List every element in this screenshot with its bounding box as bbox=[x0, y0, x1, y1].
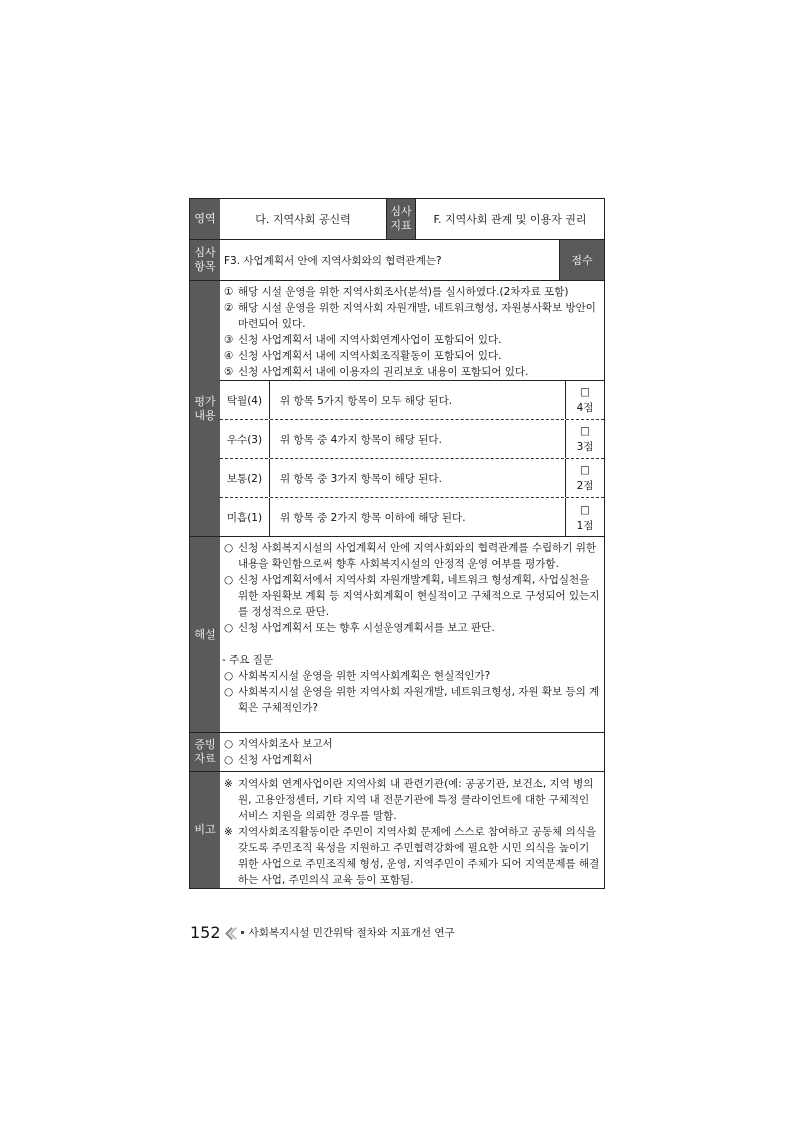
grade-description: 위 항목 5가지 항목이 모두 해당 된다. bbox=[280, 394, 453, 407]
grade-description: 위 항목 중 2가지 항목 이하에 해당 된다. bbox=[280, 512, 466, 524]
explanation-text: 신청 사업계획서에서 지역사회 자원개발계획, 네트워크 형성계획, 사업실천을 위한 자원확보 계획 등 지역사회계획이 현실적이고 구체적으로 구성되어 있는지를 정성적으로 판단. bbox=[238, 574, 600, 618]
grade-label: 보통(2) bbox=[220, 459, 270, 497]
grade-row bbox=[220, 459, 604, 498]
bullet-marker: ○ bbox=[224, 686, 234, 698]
item-label: 심사 항목 bbox=[190, 240, 220, 280]
note-text: 지역사회 연계사업이란 지역사회 내 관련기관(예: 공공기관, 보건소, 지역 병의원, 고용안정센터, 기타 지역 내 전문기관에 특정 클라이언트에 대한 구체적인 서비스 지원을 의뢰한 경우를 말함. bbox=[238, 778, 594, 822]
note-list bbox=[222, 776, 602, 888]
explanation-label: 해설 bbox=[190, 537, 220, 732]
grade-label: 탁월(4) bbox=[220, 381, 270, 419]
criteria-item bbox=[222, 332, 602, 348]
grade-score-cell bbox=[565, 381, 604, 419]
question-item bbox=[222, 668, 602, 684]
item-row bbox=[190, 240, 604, 281]
note-marker: ※ bbox=[224, 826, 233, 838]
explanation-row bbox=[190, 537, 604, 733]
evidence-item bbox=[222, 736, 602, 752]
bullet-marker: ○ bbox=[224, 738, 234, 750]
evaluation-table bbox=[189, 198, 605, 889]
evaluation-label: 평가 내용 bbox=[190, 281, 220, 536]
question-item bbox=[222, 684, 602, 716]
bullet-marker: ○ bbox=[224, 574, 234, 586]
indicator-label: 심사 지표 bbox=[386, 199, 415, 239]
bullet-marker: ○ bbox=[224, 754, 234, 766]
grade-label: 미흡(1) bbox=[220, 498, 270, 537]
double-chevron-left-icon bbox=[225, 927, 237, 939]
grade-score: 1점 bbox=[576, 519, 594, 532]
explanation-item bbox=[222, 540, 602, 572]
indicator-value: F. 지역사회 관계 및 이용자 권리 bbox=[415, 199, 604, 239]
explanation-item bbox=[222, 620, 602, 636]
note-row bbox=[190, 772, 604, 888]
explanation-item bbox=[222, 572, 602, 620]
evaluation-row bbox=[190, 281, 604, 537]
criteria-item bbox=[222, 364, 602, 380]
criteria-marker: ① bbox=[224, 286, 234, 298]
area-value: 다. 지역사회 공신력 bbox=[255, 213, 351, 226]
area-label: 영역 bbox=[190, 199, 220, 239]
evidence-item bbox=[222, 752, 602, 768]
grade-table bbox=[220, 380, 604, 536]
criteria-marker: ⑤ bbox=[224, 366, 234, 378]
grade-description: 위 항목 중 3가지 항목이 해당 된다. bbox=[280, 472, 442, 485]
evidence-row bbox=[190, 733, 604, 772]
grade-row bbox=[220, 420, 604, 459]
question-text: 사회복지시설 운영을 위한 지역사회계획은 현실적인가? bbox=[238, 670, 491, 682]
grade-score: 2점 bbox=[576, 480, 594, 492]
grade-score-cell bbox=[565, 420, 604, 458]
page-footer bbox=[190, 923, 455, 942]
criteria-marker: ③ bbox=[224, 334, 234, 346]
bullet-marker: ○ bbox=[224, 622, 234, 634]
note-label: 비고 bbox=[190, 772, 220, 888]
grade-label: 우수(3) bbox=[220, 420, 270, 458]
explanation-text: 신청 사회복지시설의 사업계획서 안에 지역사회와의 협력관계를 수립하기 위한 내용을 확인함으로써 향후 사회복지시설의 안정적 운영 여부를 평가함. bbox=[238, 542, 597, 570]
criteria-item bbox=[222, 284, 602, 300]
evidence-text: 지역사회조사 보고서 bbox=[238, 738, 333, 750]
grade-score-cell bbox=[565, 459, 604, 497]
area-row bbox=[190, 199, 604, 240]
page-number: 152 bbox=[190, 923, 221, 942]
criteria-list bbox=[222, 284, 602, 380]
criteria-item bbox=[222, 300, 602, 332]
checkbox[interactable]: □ bbox=[580, 503, 590, 516]
bullet-marker: ○ bbox=[224, 670, 234, 682]
evidence-label: 증빙 자료 bbox=[190, 733, 220, 771]
grade-score-cell bbox=[565, 498, 604, 537]
note-marker: ※ bbox=[224, 778, 233, 790]
evidence-text: 신청 사업계획서 bbox=[238, 754, 313, 766]
criteria-marker: ④ bbox=[224, 350, 234, 362]
checkbox[interactable]: □ bbox=[580, 386, 590, 398]
grade-description: 위 항목 중 4가지 항목이 해당 된다. bbox=[280, 433, 442, 446]
grade-row bbox=[220, 381, 604, 420]
item-question: F3. 사업계획서 안에 지역사회와의 협력관계는? bbox=[224, 254, 442, 267]
criteria-text: 신청 사업계획서 내에 이용자의 권리보호 내용이 포함되어 있다. bbox=[238, 366, 529, 378]
criteria-marker: ② bbox=[224, 302, 234, 314]
criteria-item bbox=[222, 348, 602, 364]
bullet-marker: ○ bbox=[224, 542, 234, 554]
explanation-list bbox=[222, 540, 602, 716]
checkbox[interactable]: □ bbox=[580, 425, 590, 437]
criteria-text: 해당 시설 운영을 위한 지역사회조사(분석)를 실시하였다.(2차자료 포함) bbox=[238, 286, 569, 298]
evidence-list bbox=[222, 736, 602, 768]
note-text: 지역사회조직활동이란 주민이 지역사회 문제에 스스로 참여하고 공동체 의식을 갖도록 주민조직 육성을 지원하고 주민협력강화에 필요한 시민 의식을 높이기 위한 사업으로 주민조직체 형성, 운영, 지역주민이 주체가 되어 지역문제를 해결하는 사업, 주민의식 교육 등이 포함됨. bbox=[238, 826, 600, 886]
criteria-text: 신청 사업계획서 내에 지역사회연계사업이 포함되어 있다. bbox=[238, 334, 502, 346]
note-item bbox=[222, 824, 602, 888]
criteria-text: 해당 시설 운영을 위한 지역사회 자원개발, 네트워크형성, 자원봉사확보 방안이 마련되어 있다. bbox=[238, 302, 596, 330]
questions-subtitle: - 주요 질문 bbox=[222, 654, 274, 666]
explanation-text: 신청 사업계획서 또는 향후 시설운영계획서를 보고 판단. bbox=[238, 622, 495, 634]
note-item bbox=[222, 776, 602, 824]
criteria-text: 신청 사업계획서 내에 지역사회조직활동이 포함되어 있다. bbox=[238, 350, 502, 362]
grade-row bbox=[220, 498, 604, 537]
checkbox[interactable]: □ bbox=[580, 464, 590, 476]
footer-title: 사회복지시설 민간위탁 절차와 지표개선 연구 bbox=[248, 927, 455, 939]
score-label: 점수 bbox=[559, 240, 604, 280]
grade-score: 3점 bbox=[576, 441, 594, 453]
grade-score: 4점 bbox=[576, 402, 594, 414]
question-text: 사회복지시설 운영을 위한 지역사회 자원개발, 네트워크형성, 자원 확보 등의 계획은 구체적인가? bbox=[238, 686, 600, 714]
